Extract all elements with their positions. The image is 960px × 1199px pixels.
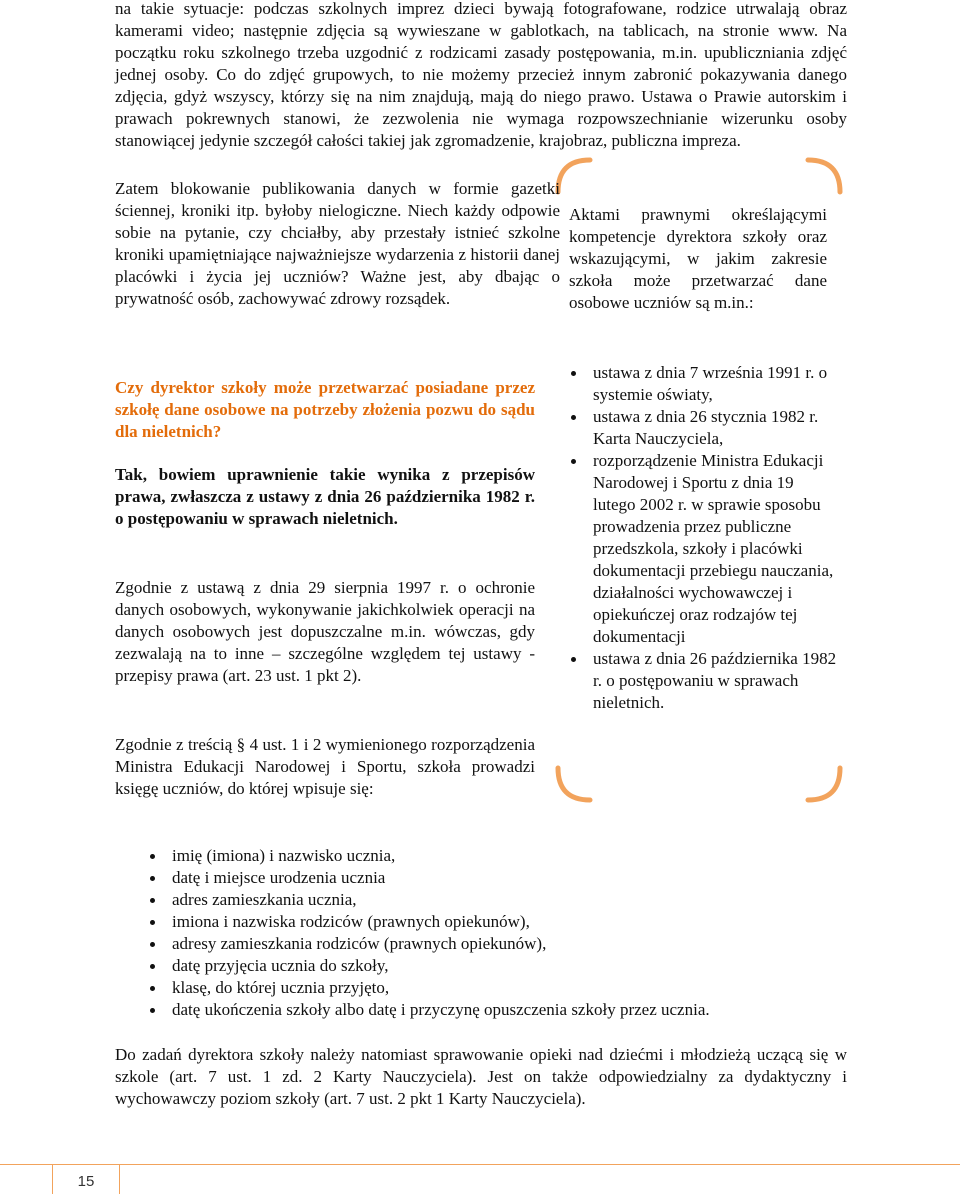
- data-protection-paragraph: [115, 577, 535, 687]
- sidebar-intro: [569, 204, 827, 314]
- regulation-paragraph: [115, 734, 535, 800]
- publication-paragraph-text: Zatem blokowanie publikowania danych w formie gazetki ściennej, kroniki itp. byłoby nielogiczne. Niech każdy odpowie sobie na pytanie, czy chciałby, aby przestały istnieć szkolne kroniki upamiętniające najważniejsze wydarzenia z historii danej placówki i życia jej uczniów? Ważne jest, aby dbając o prywatność osób, zachowywać zdrowy rozsądek.: [115, 179, 560, 308]
- closing-paragraph-text: Do zadań dyrektora szkoły należy natomiast sprawowanie opieki nad dziećmi i młodzieżą uczącą się w szkole (art. 7 ust. 1 zd. 2 Karty Nauczyciela). Jest on także odpowiedzialny za dydaktyczny i wychowawczy poziom szkoły (art. 7 ust. 2 pkt 1 Karty Nauczyciela).: [115, 1045, 847, 1108]
- list-item: adres zamieszkania ucznia,: [148, 889, 848, 911]
- answer-paragraph: [115, 464, 535, 530]
- legal-acts-list: [569, 362, 839, 714]
- question-text: Czy dyrektor szkoły może przetwarzać posiadane przez szkołę dane osobowe na potrzeby złożenia pozwu do sądu dla nieletnich?: [115, 378, 535, 441]
- answer-text: Tak, bowiem uprawnienie takie wynika z przepisów prawa, zwłaszcza z ustawy z dnia 26 października 1982 r. o postępowaniu w sprawach nieletnich.: [115, 465, 535, 528]
- footer-divider: [0, 1164, 960, 1165]
- list-item: ustawa z dnia 7 września 1991 r. o systemie oświaty,: [569, 362, 839, 406]
- student-register-list: [148, 845, 848, 1021]
- data-protection-text: Zgodnie z ustawą z dnia 29 sierpnia 1997 r. o ochronie danych osobowych, wykonywanie jakichkolwiek operacji na danych osobowych jest dopuszczalne m.in. wówczas, gdy zezwalają na to inne – szczególne względem tej ustawy - przepisy prawa (art. 23 ust. 1 pkt 2).: [115, 578, 535, 685]
- list-item: datę i miejsce urodzenia ucznia: [148, 867, 848, 889]
- list-item: ustawa z dnia 26 października 1982 r. o postępowaniu w sprawach nieletnich.: [569, 648, 839, 714]
- list-item: imiona i nazwiska rodziców (prawnych opiekunów),: [148, 911, 848, 933]
- publication-paragraph: [115, 178, 560, 310]
- list-item: datę ukończenia szkoły albo datę i przyczynę opuszczenia szkoły przez ucznia.: [148, 999, 848, 1021]
- list-item: ustawa z dnia 26 stycznia 1982 r. Karta Nauczyciela,: [569, 406, 839, 450]
- closing-paragraph: [115, 1044, 847, 1110]
- intro-paragraph: [115, 0, 847, 152]
- question-heading: [115, 377, 535, 443]
- sidebar-intro-text: Aktami prawnymi określającymi kompetencje dyrektora szkoły oraz wskazującymi, w jakim zakresie szkoła może przetwarzać dane osobowe uczniów są m.in.:: [569, 205, 827, 312]
- regulation-text: Zgodnie z treścią § 4 ust. 1 i 2 wymienionego rozporządzenia Ministra Edukacji Narodowej i Sportu, szkoła prowadzi księgę uczniów, do której wpisuje się:: [115, 735, 535, 798]
- list-item: datę przyjęcia ucznia do szkoły,: [148, 955, 848, 977]
- list-item: adresy zamieszkania rodziców (prawnych opiekunów),: [148, 933, 848, 955]
- page-number: 15: [52, 1164, 120, 1194]
- list-item: imię (imiona) i nazwisko ucznia,: [148, 845, 848, 867]
- list-item: rozporządzenie Ministra Edukacji Narodowej i Sportu z dnia 19 lutego 2002 r. w sprawie sposobu prowadzenia przez publiczne przedszkola, szkoły i placówki dokumentacji przebiegu nauczania, działalności wychowawczej i opiekuńczej oraz rodzajów tej dokumentacji: [569, 450, 839, 648]
- intro-paragraph-text: na takie sytuacje: podczas szkolnych imprez dzieci bywają fotografowane, rodzice utrwalają obraz kamerami video; następnie zdjęcia są wywieszane w gablotkach, na tablicach, na stronie www. Na początku roku szkolnego trzeba uzgodnić z rodzicami zasady postępowania, m.in. upubliczniania zdjęć jednej osoby. Co do zdjęć grupowych, to nie możemy przecież innym zabronić pokazywania danego zdjęcia, gdyż wszyscy, którzy się na nim znajdują, mają do niego prawo. Ustawa o Prawie autorskim i prawach pokrewnych stanowi, że zezwolenia nie wymaga rozpowszechnianie wizerunku osoby stanowiącej jedynie szczegół całości takiej jak zgromadzenie, krajobraz, publiczna impreza.: [115, 0, 847, 150]
- list-item: klasę, do której ucznia przyjęto,: [148, 977, 848, 999]
